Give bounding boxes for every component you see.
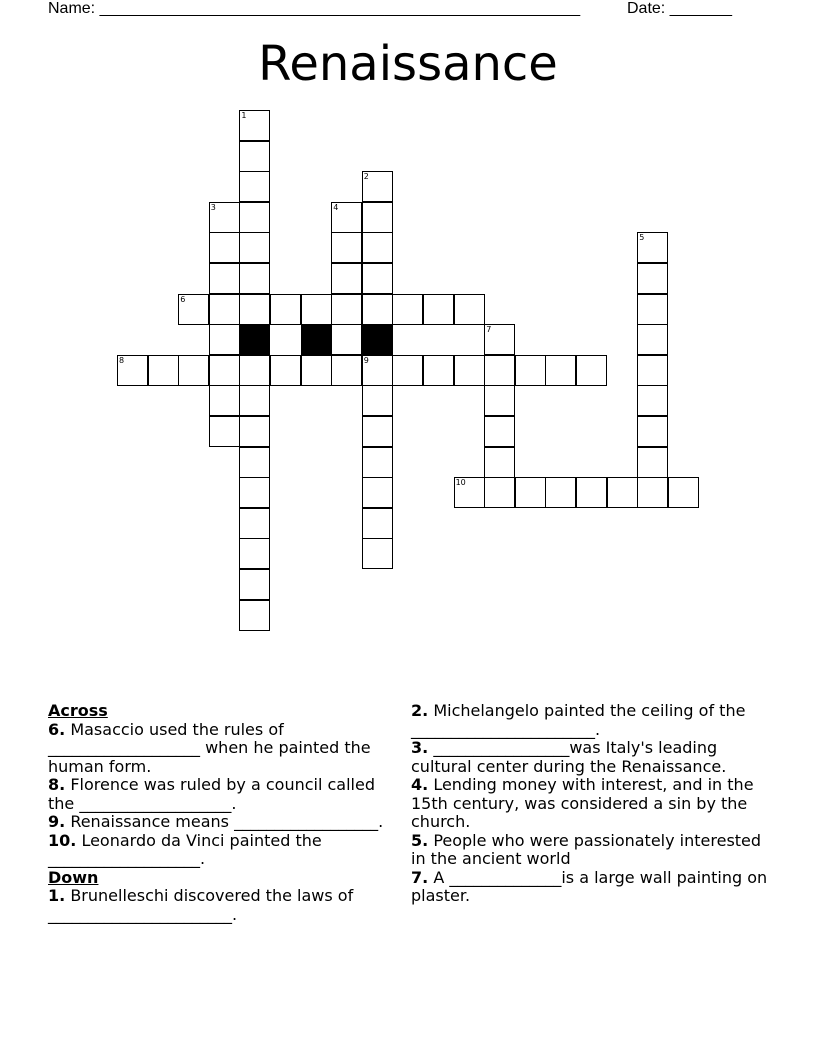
- crossword-cell[interactable]: [239, 294, 270, 325]
- clue-down-5: [411, 832, 771, 869]
- clue-down-3: [411, 739, 771, 776]
- crossword-cell[interactable]: [209, 202, 240, 233]
- header-line: [48, 0, 768, 21]
- crossword-black-cell: [239, 324, 270, 355]
- clue-number: 2.: [411, 701, 429, 720]
- crossword-cell[interactable]: [637, 477, 668, 508]
- crossword-cell[interactable]: [637, 294, 668, 325]
- crossword-cell[interactable]: [331, 263, 362, 294]
- crossword-cell[interactable]: [331, 232, 362, 263]
- clue-across-10: [48, 832, 388, 869]
- crossword-cell[interactable]: [362, 294, 393, 325]
- crossword-cell[interactable]: [637, 385, 668, 416]
- crossword-cell[interactable]: [331, 294, 362, 325]
- crossword-cell[interactable]: [392, 294, 423, 325]
- crossword-cell[interactable]: [362, 202, 393, 233]
- crossword-cell[interactable]: [607, 477, 638, 508]
- clue-text: Brunelleschi discovered the laws of _______________________.: [48, 886, 354, 924]
- crossword-cell[interactable]: [117, 355, 148, 386]
- clue-number-label: 10: [455, 478, 466, 488]
- clue-number: 1.: [48, 886, 66, 905]
- clue-number-label: 9: [363, 355, 369, 365]
- crossword-cell[interactable]: [239, 232, 270, 263]
- crossword-cell[interactable]: [209, 355, 240, 386]
- crossword-cell[interactable]: [362, 447, 393, 478]
- clue-number-label: 7: [486, 325, 492, 335]
- clue-number: 4.: [411, 775, 429, 794]
- crossword-cell[interactable]: [668, 477, 699, 508]
- crossword-cell[interactable]: [423, 355, 454, 386]
- clue-text: Renaissance means __________________.: [70, 812, 384, 831]
- crossword-cell[interactable]: [239, 600, 270, 631]
- clue-number: 6.: [48, 719, 66, 739]
- clue-number-label: 3: [210, 202, 216, 212]
- clue-number-label: 8: [119, 355, 125, 365]
- clue-number-label: 6: [180, 294, 186, 304]
- clue-down-2: [411, 702, 771, 739]
- crossword-cell[interactable]: [484, 447, 515, 478]
- down-heading: Down: [48, 867, 99, 887]
- crossword-cell[interactable]: [270, 355, 301, 386]
- clue-across-6: [48, 721, 388, 777]
- across-heading: Across: [48, 701, 108, 720]
- crossword-black-cell: [362, 324, 393, 355]
- crossword-cell[interactable]: [209, 416, 240, 447]
- clue-text: Lending money with interest, and in the 15th century, was considered a sin by the church.: [411, 775, 754, 831]
- crossword-cell[interactable]: [576, 355, 607, 386]
- crossword-cell[interactable]: [484, 385, 515, 416]
- page-title: Renaissance: [258, 36, 558, 92]
- crossword-cell[interactable]: [362, 416, 393, 447]
- crossword-cell[interactable]: [239, 569, 270, 600]
- crossword-cell[interactable]: [331, 355, 362, 386]
- crossword-cell[interactable]: [209, 385, 240, 416]
- date-field[interactable]: Date: _______: [627, 0, 732, 17]
- crossword-cell[interactable]: [484, 477, 515, 508]
- crossword-cell[interactable]: [576, 477, 607, 508]
- crossword-cell[interactable]: [454, 355, 485, 386]
- clue-down-1: [48, 887, 388, 924]
- crossword-cell[interactable]: [331, 324, 362, 355]
- clues-column-right: [411, 702, 771, 906]
- crossword-cell[interactable]: [423, 294, 454, 325]
- clue-across-8: [48, 776, 388, 813]
- crossword-cell[interactable]: [484, 324, 515, 355]
- crossword-cell[interactable]: [454, 477, 485, 508]
- crossword-cell[interactable]: [362, 355, 393, 386]
- crossword-cell[interactable]: [545, 477, 576, 508]
- crossword-cell[interactable]: [239, 110, 270, 141]
- clue-text: Leonardo da Vinci painted the ___________________.: [48, 830, 322, 868]
- crossword-cell[interactable]: [239, 355, 270, 386]
- crossword-cell[interactable]: [637, 263, 668, 294]
- crossword-cell[interactable]: [515, 477, 546, 508]
- crossword-cell[interactable]: [362, 263, 393, 294]
- clue-text: Michelangelo painted the ceiling of the _______________________.: [411, 701, 746, 739]
- crossword-cell[interactable]: [331, 202, 362, 233]
- crossword-cell[interactable]: [484, 355, 515, 386]
- clue-text: People who were passionately interested in the ancient world: [411, 830, 762, 868]
- crossword-cell[interactable]: [209, 232, 240, 263]
- clue-number-label: 2: [363, 172, 369, 182]
- crossword-cell[interactable]: [239, 263, 270, 294]
- clue-text: Masaccio used the rules of ___________________ when he painted the human form.: [48, 719, 371, 776]
- crossword-cell[interactable]: [362, 477, 393, 508]
- crossword-cell[interactable]: [515, 355, 546, 386]
- crossword-cell[interactable]: [637, 447, 668, 478]
- crossword-cell[interactable]: [209, 263, 240, 294]
- crossword-black-cell: [301, 324, 332, 355]
- crossword-cell[interactable]: [239, 538, 270, 569]
- clue-text: _________________was Italy's leading cultural center during the Renaissance.: [411, 738, 727, 776]
- name-field[interactable]: Name: ______________________________________________________: [48, 0, 581, 17]
- crossword-cell[interactable]: [270, 294, 301, 325]
- crossword-cell[interactable]: [239, 477, 270, 508]
- crossword-cell[interactable]: [209, 324, 240, 355]
- crossword-cell[interactable]: [637, 324, 668, 355]
- clue-number-label: 1: [241, 111, 247, 120]
- clue-text: A ______________is a large wall painting on plaster.: [411, 867, 768, 905]
- clue-across-9: [48, 813, 388, 832]
- crossword-cell[interactable]: [362, 171, 393, 202]
- crossword-cell[interactable]: [362, 232, 393, 263]
- crossword-cell[interactable]: [301, 294, 332, 325]
- crossword-cell[interactable]: [362, 385, 393, 416]
- clue-number: 7.: [411, 867, 429, 887]
- clue-down-7: [411, 869, 771, 906]
- crossword-cell[interactable]: [637, 416, 668, 447]
- crossword-cell[interactable]: [362, 508, 393, 539]
- clue-number: 3.: [411, 738, 429, 757]
- crossword-cell[interactable]: [362, 538, 393, 569]
- crossword-cell[interactable]: [239, 385, 270, 416]
- crossword-cell[interactable]: [454, 294, 485, 325]
- crossword-cell[interactable]: [545, 355, 576, 386]
- crossword-cell[interactable]: [239, 202, 270, 233]
- clues-column-left: [48, 702, 388, 924]
- crossword-cell[interactable]: [178, 355, 209, 386]
- crossword-cell[interactable]: [178, 294, 209, 325]
- crossword-cell[interactable]: [239, 447, 270, 478]
- clue-number: 8.: [48, 775, 66, 794]
- crossword-cell[interactable]: [301, 355, 332, 386]
- crossword-cell[interactable]: [209, 294, 240, 325]
- crossword-cell[interactable]: [239, 171, 270, 202]
- crossword-cell[interactable]: [148, 355, 179, 386]
- crossword-cell[interactable]: [637, 355, 668, 386]
- crossword-cell[interactable]: [392, 355, 423, 386]
- clue-text: Florence was ruled by a council called the ___________________.: [48, 775, 375, 813]
- clue-number: 5.: [411, 830, 429, 850]
- clue-number-label: 4: [333, 202, 339, 212]
- clue-number-label: 5: [639, 233, 645, 243]
- clue-number: 10.: [48, 830, 77, 850]
- crossword-cell[interactable]: [484, 416, 515, 447]
- clue-number: 9.: [48, 812, 66, 831]
- crossword-cell[interactable]: [239, 416, 270, 447]
- clue-down-4: [411, 776, 771, 832]
- crossword-cell[interactable]: [637, 232, 668, 263]
- crossword-cell[interactable]: [239, 141, 270, 172]
- crossword-cell[interactable]: [239, 508, 270, 539]
